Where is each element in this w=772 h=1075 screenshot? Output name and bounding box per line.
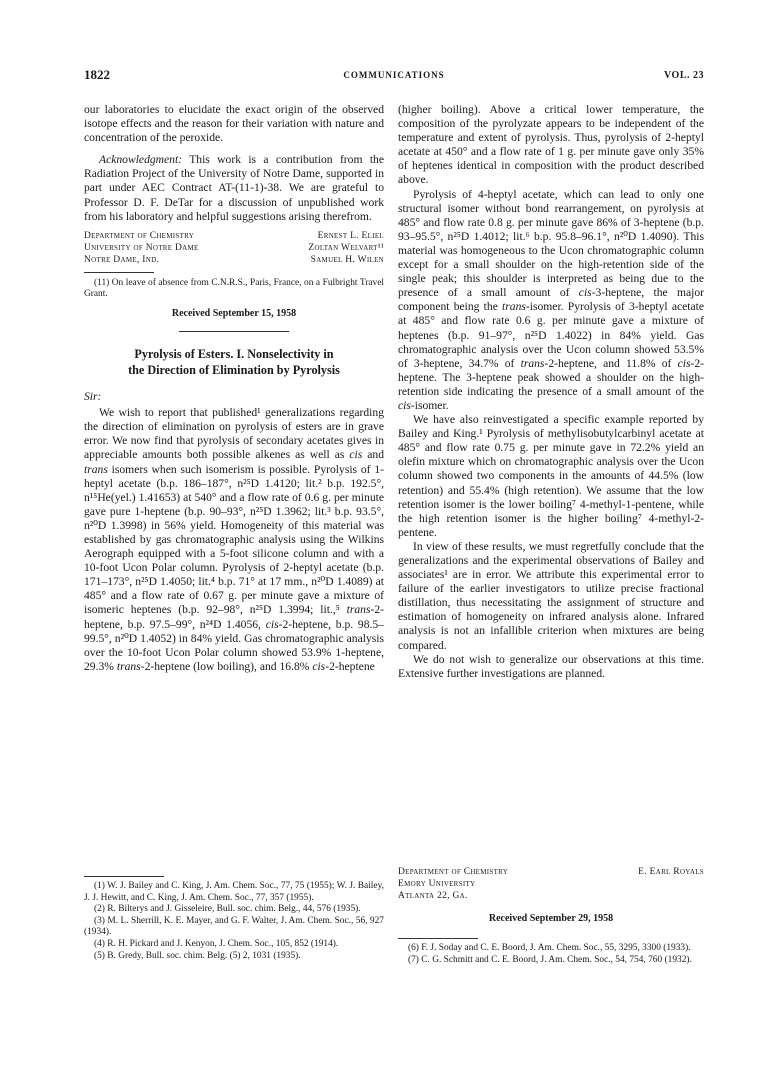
sig-dept: Department of Chemistry xyxy=(84,230,195,241)
sig2-univ: Emory University xyxy=(398,879,476,889)
left-footnotes xyxy=(84,868,384,962)
ack-label: Acknowledgment: xyxy=(99,153,183,167)
acknowledgment-paragraph xyxy=(84,153,384,223)
sig2-author: E. Earl Royals xyxy=(638,867,704,877)
sig2-city: Atlanta 22, Ga. xyxy=(398,891,468,901)
footnote-1: (1) W. J. Bailey and C. King, J. Am. Chem. Soc., 77, 75 (1955); W. J. Bailey, J. J. Hewitt, and C. King, J. Am. Chem. Soc., 77, 357 (1955). xyxy=(84,881,384,903)
right-paragraph-4: In view of these results, we must regretfully conclude that the generalizations and the experimental observations of Bailey and associates¹ are in error. We attribute this experimental error to failure of the earlier investigators to utilize precise fractional distillation, thus necessitating the assignment of structure and estimation of homogeneity on infrared analysis alone. Infrared analysis is not an infallible criterion when mixtures are being compared. xyxy=(398,539,704,652)
sig-author-3: Samuel H. Wilen xyxy=(310,254,384,265)
ack-text: This work is a contribution from the Radiation Project of the University of Notre Dame, supported in part under AEC Contract AT-(11-1)-38. We are grateful to Professor D. F. DeTar for a discussion of unpublished work from his laboratory and helpful suggestions arising therefrom. xyxy=(84,153,384,223)
right-paragraph-3: We have also reinvestigated a specific example reported by Bailey and King.¹ Pyrolysis of methylisobutylcarbinyl acetate at 485° and flow rate 0.75 g. per minute gave in 72.2% yield an olefin mixture which on chromatographic analysis over the Ucon column showed two components in the amounts of 44.5% (low retention) and 55.4% (high retention). We assume that the low retention isomer is the lower boiling⁷ 4-methyl-1-pentene, while the high retention isomer is the higher boiling⁷ 4-methyl-2-pentene. xyxy=(398,413,704,539)
right-paragraph-1: (higher boiling). Above a critical lower temperature, the composition of the pyrolyzate appears to be independent of the temperature and extent of pyrolysis. Thus, pyrolysis of 2-heptyl acetate at 450° and a flow rate of 1 g. per minute gave only 35% of heptenes identical in composition with the product described above. xyxy=(398,103,704,187)
received-date-1: Received September 15, 1958 xyxy=(171,307,297,319)
signature-block xyxy=(84,230,384,266)
article-divider xyxy=(179,331,289,332)
footnote-11: (11) On leave of absence from C.N.R.S., Paris, France, on a Fulbright Travel Grant. xyxy=(84,277,384,300)
sig-city: Notre Dame, Ind. xyxy=(84,254,160,265)
article-title: Pyrolysis of Esters. I. Nonselectivity in the Direction of Elimination by Pyrolysis xyxy=(128,347,340,378)
footnote-5: (5) B. Gredy, Bull. soc. chim. Belg. (5) 2, 1031 (1935). xyxy=(94,950,301,961)
left-column xyxy=(84,103,384,674)
sig-author-1: Ernest L. Eliel xyxy=(317,230,384,241)
signature-block-2 xyxy=(398,866,704,902)
page-header xyxy=(84,67,704,87)
right-paragraph-2: Pyrolysis of 4-heptyl acetate, which can lead to only one structural isomer without bond rearrangement, on pyrolysis at 485° and flow rate 0.8 g. per minute gave 86% of 3-heptene (b.p. 93–95.5°, n²⁵D 1.4012; lit.⁶ b.p. 95.8–96.1°, n²⁰D 1.4090). This material was homogeneous to the Ucon chromatographic column except for a small shoulder on the high-retention side of the single peak; this shoulder is interpreted as being due to the presence of a small amount of cis-3-heptene, the major component being the trans-isomer. Pyrolysis of 3-heptyl acetate at 485° and flow rate 0.6 g. per minute gave a mixture of heptenes (b.p. 91–97°, n²⁵D 1.4022) in 84% yield. Gas chromatographic analysis over the Ucon column showed 53.5% of 3-heptene, 34.7% of trans-2-heptene, and 11.8% of cis-2-heptene. The 3-heptene peak showed a shoulder on the high-retention side indicating the presence of a small amount of the cis-isomer. xyxy=(398,187,704,412)
footnote-2: (2) R. Bilterys and J. Gisseleire, Bull. soc. chim. Belg., 44, 576 (1935). xyxy=(94,904,361,915)
footnote-6: (6) F. J. Soday and C. E. Boord, J. Am. Chem. Soc., 55, 3295, 3300 (1933). xyxy=(408,943,691,954)
right-bottom-block xyxy=(398,866,704,966)
footnote-4: (4) R. H. Pickard and J. Kenyon, J. Chem. Soc., 105, 852 (1914). xyxy=(94,938,339,949)
footnote-3: (3) M. L. Sherrill, K. E. Mayer, and G. F. Walter, J. Am. Chem. Soc., 56, 927 (1934). xyxy=(84,915,384,938)
right-paragraph-5: We do not wish to generalize our observations at this time. Extensive further investigations are planned. xyxy=(398,652,704,680)
sig-author-2: Zoltan Welvart¹¹ xyxy=(308,242,384,253)
running-head: COMMUNICATIONS xyxy=(343,70,445,80)
received-date-2: Received September 29, 1958 xyxy=(488,913,614,924)
footnote-7: (7) C. G. Schmitt and C. E. Boord, J. Am. Chem. Soc., 54, 754, 760 (1932). xyxy=(408,954,692,965)
body-paragraph-1: We wish to report that published¹ generalizations regarding the direction of elimination on pyrolysis of esters are in grave error. We now find that pyrolysis of secondary acetates gives in appreciable amounts both possible alkenes as well as cis and trans isomers when such isomerism is possible. Pyrolysis of 1-heptyl acetate (b.p. 186–187°, n²⁵D 1.4120; lit.² b.p. 192.5°, n¹⁵He(yel.) 1.41653) at 540° and a flow rate of 0.6 g. per minute gave pure 1-heptene (b.p. 90–93°, n²⁵D 1.3962; lit.³ b.p. 93.5°, n²⁰D 1.3998) in 56% yield. Homogeneity of this material was established by gas chromatographic analysis using the Wilkins Aerograph equipped with a 5-foot silicone column and with a 10-foot Ucon Polar column. Pyrolysis of 2-heptyl acetate (b.p. 171–173°, n²⁵D 1.4050; lit.⁴ b.p. 71° at 17 mm., n²⁰D 1.4089) at 485° and a flow rate of 0.67 g. per minute gave a mixture of isomeric heptenes (b.p. 92–98°, n²⁵D 1.3994; lit.,⁵ trans-2-heptene, b.p. 97.5–99°, n²⁴D 1.4056, cis-2-heptene, b.p. 98.5–99.5°, n²⁰D 1.4052) in 84% yield. Gas chromatographic analysis over the 10-foot Ucon Polar column showed 53.9% 1-heptene, 29.3% trans-2-heptene (low boiling), and 16.8% cis-2-heptene xyxy=(84,406,385,673)
page-number: 1822 xyxy=(84,67,110,82)
right-column xyxy=(398,103,704,681)
footnote-rule xyxy=(84,272,154,273)
sig-univ: University of Notre Dame xyxy=(84,242,199,253)
salutation: Sir: xyxy=(84,390,102,404)
volume-label: VOL. 23 xyxy=(664,70,704,81)
intro-paragraph: our laboratories to elucidate the exact origin of the observed isotope effects and the reason for their variation with nature and concentration of the peroxide. xyxy=(84,103,384,145)
sig2-dept: Department of Chemistry xyxy=(398,867,509,877)
